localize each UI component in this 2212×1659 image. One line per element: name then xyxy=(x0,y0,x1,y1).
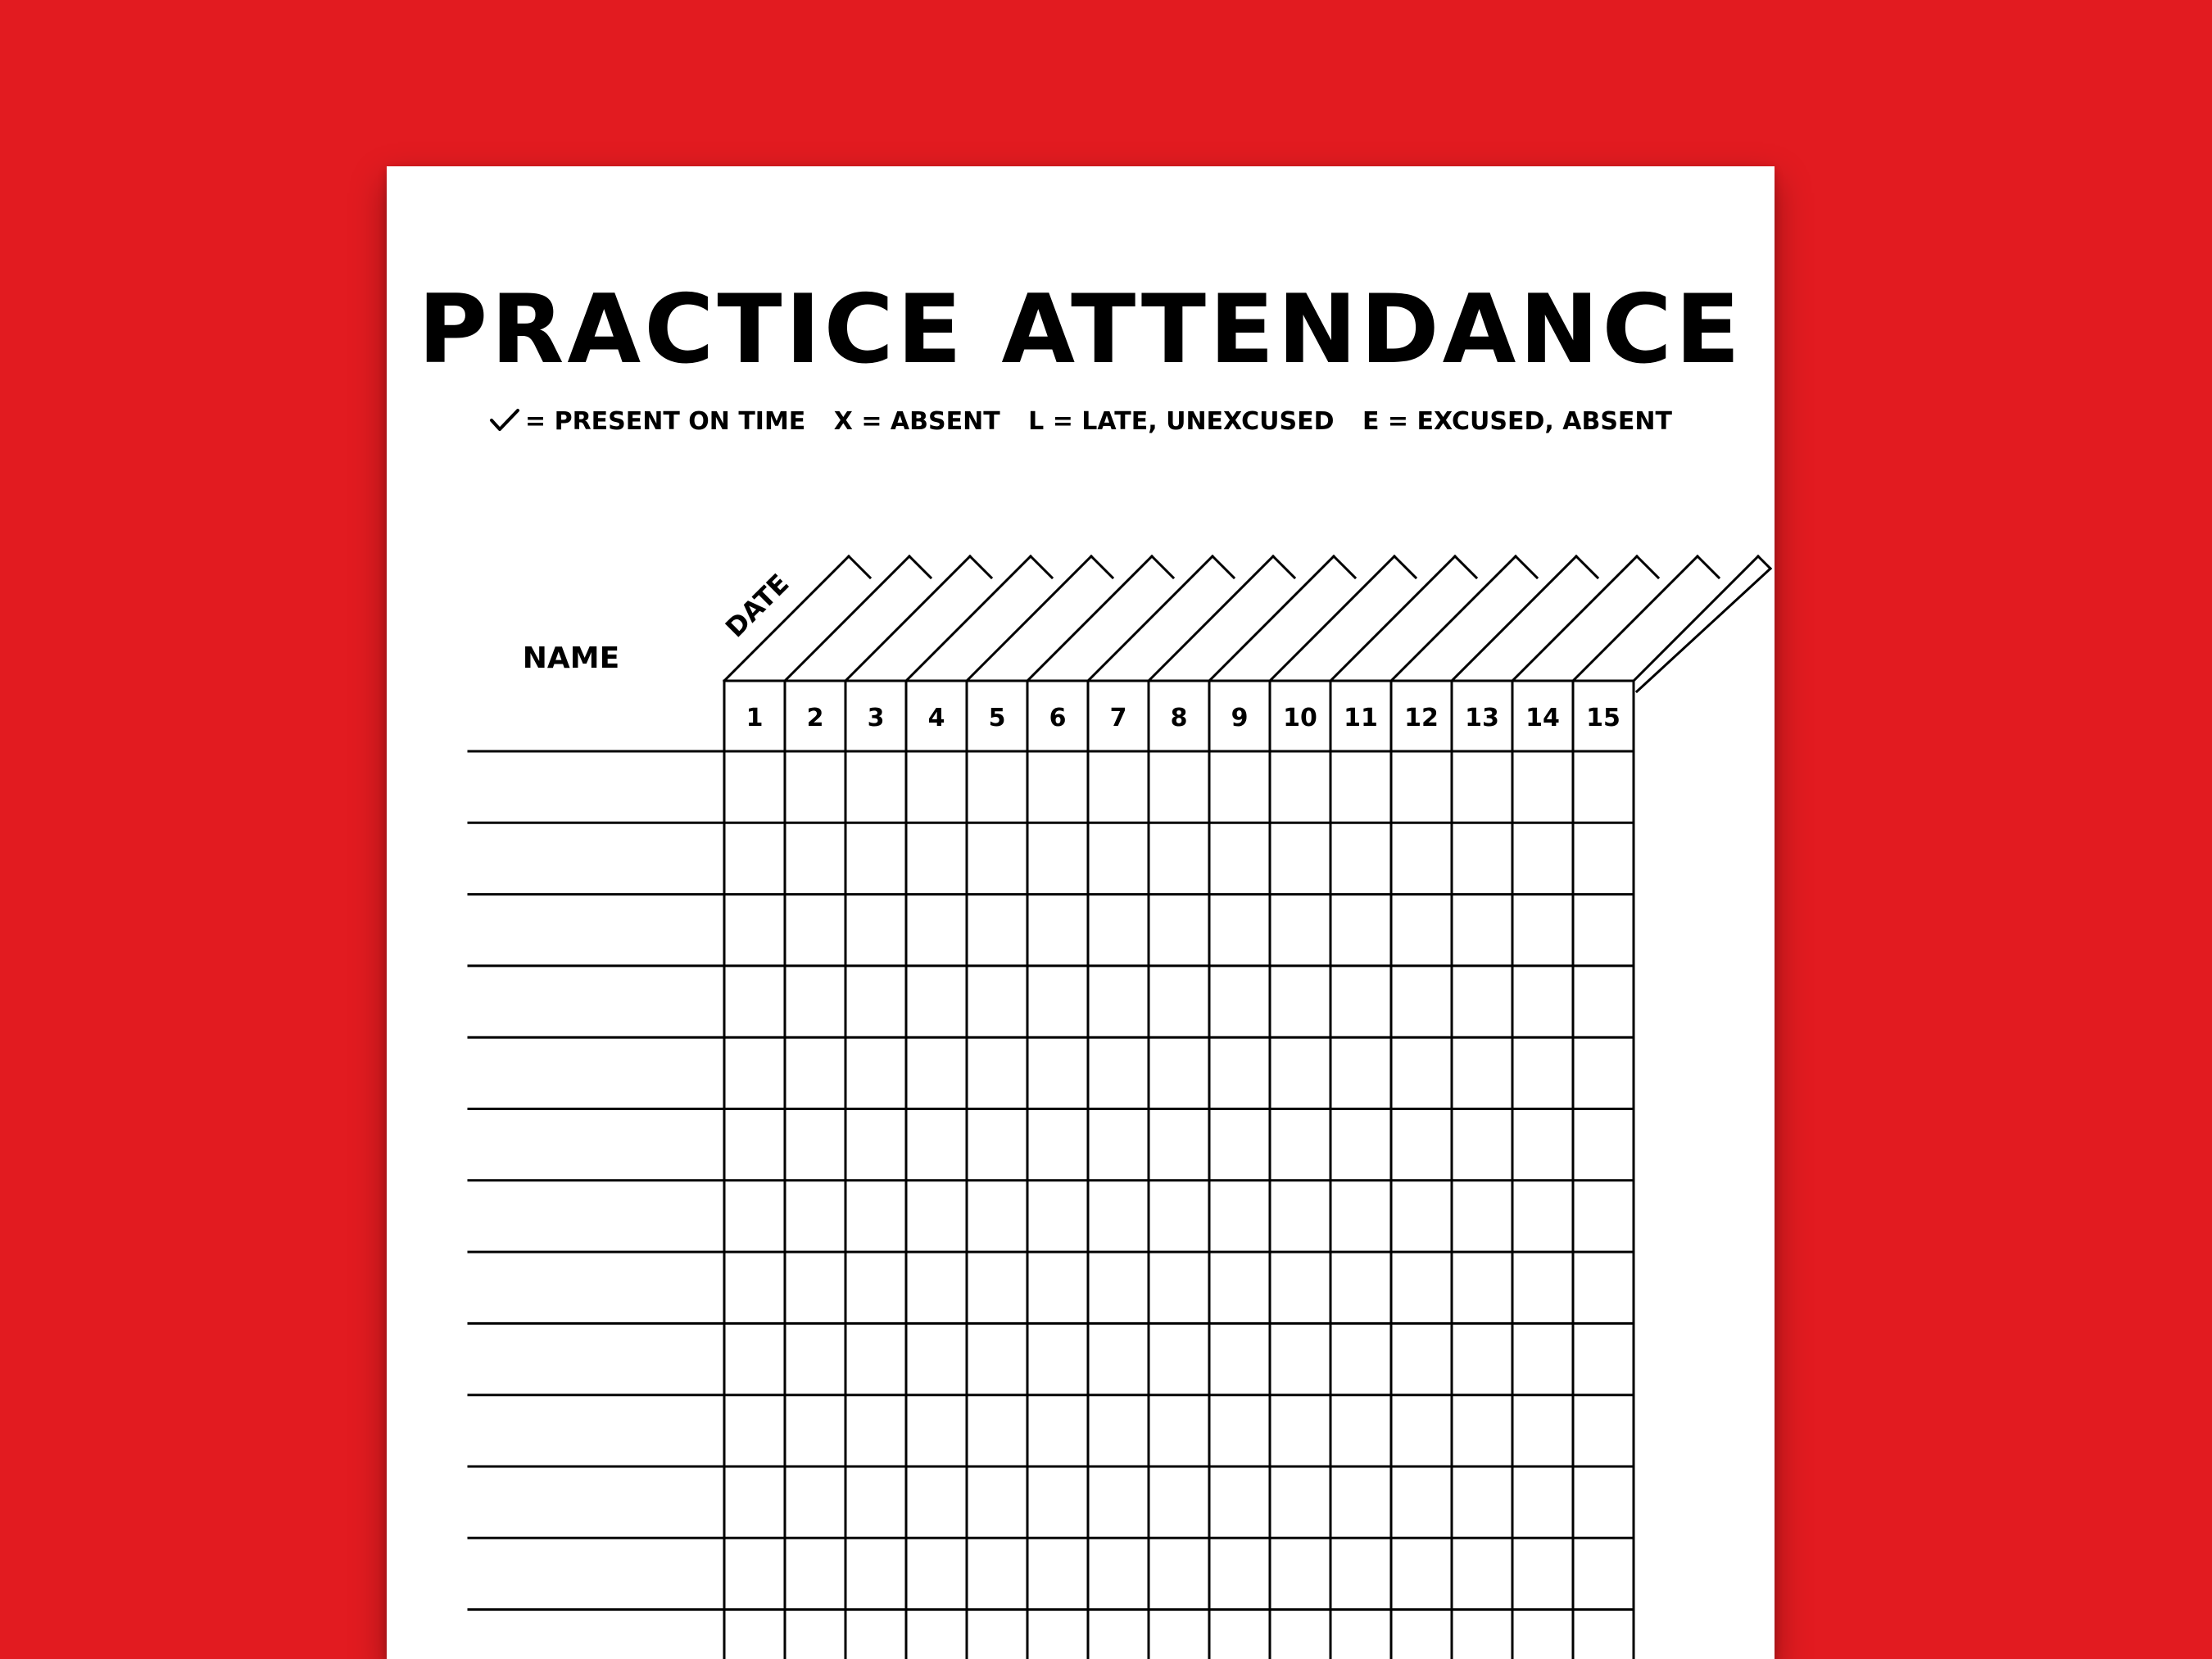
day-column-number: 7 xyxy=(1109,704,1127,732)
day-column-number: 12 xyxy=(1404,704,1439,732)
date-band-diagonal xyxy=(1088,556,1213,681)
day-column-number: 4 xyxy=(927,704,945,732)
day-column-number: 8 xyxy=(1170,704,1188,732)
date-band-cap xyxy=(970,556,991,578)
date-band-diagonal xyxy=(845,556,970,681)
date-header: DATE xyxy=(719,568,796,644)
date-band-diagonal xyxy=(1573,556,1698,681)
day-column-number: 3 xyxy=(867,704,885,732)
date-band-cap xyxy=(1758,556,1770,569)
legend-item-late: L = LATE, UNEXCUSED xyxy=(1028,407,1335,436)
date-band-cap xyxy=(1394,556,1416,578)
attendance-grid xyxy=(387,166,1775,1659)
date-band-diagonal xyxy=(1027,556,1152,681)
day-column-number: 11 xyxy=(1344,704,1378,732)
date-band-cap xyxy=(1334,556,1355,578)
legend-text-present: = PRESENT ON TIME xyxy=(525,407,806,436)
attendance-sheet xyxy=(387,166,1775,1659)
date-band-diagonal xyxy=(906,556,1031,681)
day-column-number: 14 xyxy=(1525,704,1560,732)
page-title: PRACTICE ATTENDANCE xyxy=(418,274,1743,385)
date-band-diagonal xyxy=(1391,556,1516,681)
name-header: NAME xyxy=(522,641,620,675)
day-column-number: 15 xyxy=(1586,704,1620,732)
date-band-diagonal xyxy=(1330,556,1455,681)
date-band-cap xyxy=(1091,556,1113,578)
date-band-cap xyxy=(1273,556,1294,578)
legend-item-absent: X = ABSENT xyxy=(833,407,1000,436)
day-column-number: 13 xyxy=(1465,704,1499,732)
date-band-cap xyxy=(1698,556,1719,578)
day-column-number: 9 xyxy=(1231,704,1249,732)
date-band-cap xyxy=(1637,556,1658,578)
date-band-diagonal xyxy=(1270,556,1394,681)
date-band-diagonal xyxy=(1634,556,1758,681)
date-band-cap xyxy=(1152,556,1173,578)
day-column-number: 1 xyxy=(746,704,764,732)
date-band-cap xyxy=(849,556,870,578)
day-column-number: 10 xyxy=(1283,704,1317,732)
date-band-cap xyxy=(1455,556,1476,578)
date-band-edge xyxy=(1637,569,1770,691)
day-column-number: 6 xyxy=(1049,704,1067,732)
date-band-diagonal xyxy=(1452,556,1576,681)
date-band-cap xyxy=(1516,556,1537,578)
date-band-diagonal xyxy=(1149,556,1273,681)
date-band-cap xyxy=(909,556,931,578)
date-band-cap xyxy=(1031,556,1052,578)
date-band-diagonal xyxy=(1512,556,1637,681)
date-band-cap xyxy=(1576,556,1598,578)
day-column-number: 5 xyxy=(988,704,1006,732)
date-band-diagonal xyxy=(785,556,909,681)
date-band-diagonal xyxy=(967,556,1091,681)
date-band-cap xyxy=(1213,556,1234,578)
legend-item-excused: E = EXCUSED, ABSENT xyxy=(1362,407,1672,436)
day-column-number: 2 xyxy=(806,704,824,732)
date-band-diagonal xyxy=(1209,556,1334,681)
